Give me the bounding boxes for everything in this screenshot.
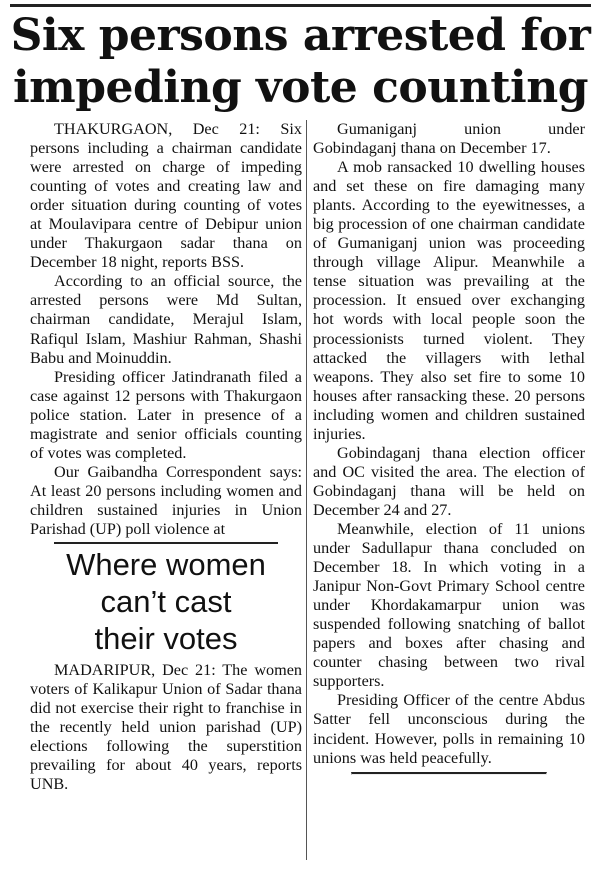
article-paragraph: Presiding Officer of the centre Abdus Satter fell unconscious during the incident. However, polls in remaining 10 unions was held peacefully. — [313, 691, 585, 767]
main-headline — [0, 10, 601, 114]
top-border-rule — [10, 4, 591, 7]
column-divider — [306, 120, 307, 860]
left-column — [30, 120, 302, 861]
article-paragraph: Gumaniganj union under Gobindaganj thana on December 17. — [313, 120, 585, 158]
article-paragraph: Our Gaibandha Correspondent says: At least 20 persons including women and children sustained injuries in Union Parishad (UP) poll violence at — [30, 462, 302, 538]
article-paragraph: A mob ransacked 10 dwelling houses and set these on fire damaging many plants. According to the eyewitnesses, a big procession of one chairman candidate of Gumaniganj union was proceeding through village Alipur. Meanwhile a tense situation was prevailing at the procession. It ensued over exchanging hot words with local people soon the processionists turned violent. They attacked the villagers with lethal weapons. They also set fire to some 10 houses after ransacking these. 20 persons including women and children sustained injuries. — [313, 158, 585, 443]
end-of-article-rule — [351, 772, 547, 775]
secondary-headline — [30, 546, 302, 657]
article-paragraph: THAKURGAON, Dec 21: Six persons including a chairman candidate were arrested on charge of impeding counting of votes and creating law and order situation during counting of votes at Moulavipara centre of Debipur union under Thakurgaon sadar thana on December 18 night, reports BSS. — [30, 120, 302, 272]
headline-line-2: impeding vote counting — [12, 62, 589, 113]
article-paragraph: Meanwhile, election of 11 unions under Sadullapur thana concluded on December 18. In which voting in a Janipur Non-Govt Primary School centre under Khordakamarpur union was suspended following snatching of ballot papers and boxes after chasing and counter chasing between two rival supporters. — [313, 519, 585, 691]
article-paragraph: MADARIPUR, Dec 21: The women voters of Kalikapur Union of Sadar thana did not exercise their right to franchise in the recently held union parishad (UP) elections following the superstition prevailing for about 40 years, reports UNB. — [30, 661, 302, 794]
sub-headline-line-2: can’t cast — [100, 584, 232, 620]
right-column — [313, 120, 585, 861]
sub-headline-line-1: Where women — [66, 547, 266, 583]
article-paragraph: Gobindaganj thana election officer and OC visited the area. The election of Gobindaganj thana will be held on December 24 and 27. — [313, 443, 585, 519]
article-paragraph: Presiding officer Jatindranath filed a case against 12 persons with Thakurgaon police station. Later in presence of a magistrate and senior officials counting of votes was completed. — [30, 367, 302, 462]
section-divider-rule — [54, 542, 278, 544]
headline-line-1: Six persons arrested for — [10, 10, 591, 61]
sub-headline-line-3: their votes — [94, 621, 238, 657]
article-paragraph: According to an official source, the arrested persons were Md Sultan, chairman candidate, Merajul Islam, Rafiqul Islam, Mashiur Rahman, Shashi Babu and Moinuddin. — [30, 272, 302, 367]
